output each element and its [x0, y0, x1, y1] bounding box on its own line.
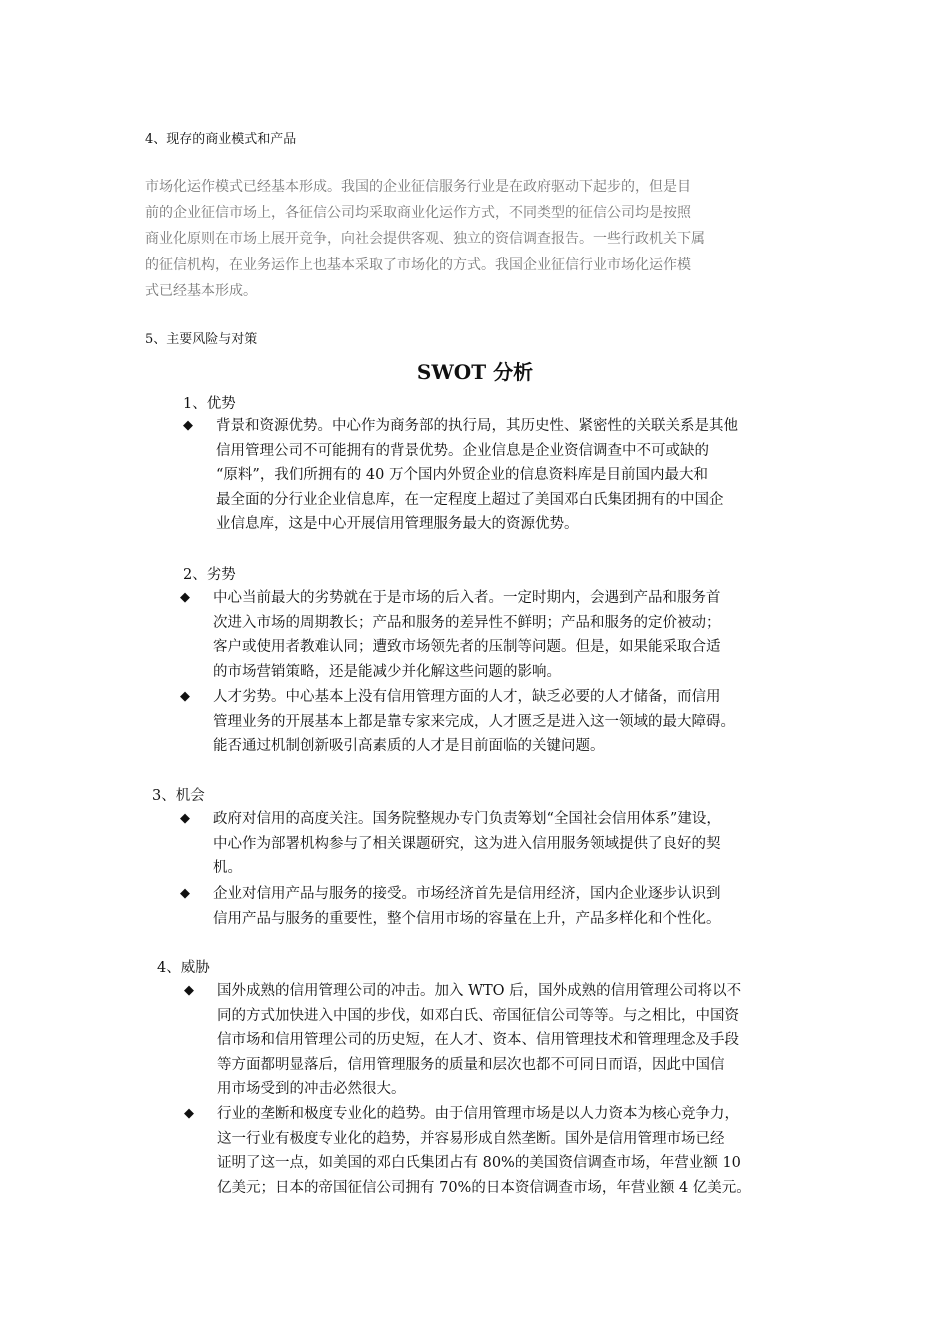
item-line: 国外成熟的信用管理公司的冲击。加入 WTO 后，国外成熟的信用管理公司将以不 [217, 983, 742, 999]
item-line: 亿美元；日本的帝国征信公司拥有 70%的日本资信调查市场，年营业额 4 亿美元。 [217, 1179, 751, 1196]
diamond-bullet-icon: ◆ [180, 590, 190, 605]
section-4-heading: 4、现存的商业模式和产品 [145, 132, 297, 147]
item-line: 行业的垄断和极度专业化的趋势。由于信用管理市场是以人力资本为核心竞争力， [217, 1106, 739, 1122]
item-line: 信市场和信用管理公司的历史短，在人才、资本、信用管理技术和管理理念及手段 [217, 1032, 739, 1048]
diamond-bullet-icon: ◆ [180, 689, 190, 704]
paragraph-line: 前的企业征信市场上，各征信公司均采取商业化运作方式，不同类型的征信公司均是按照 [145, 205, 691, 221]
item-line: 能否通过机制创新吸引高素质的人才是目前面临的关键问题。 [213, 738, 605, 754]
item-line: 这一行业有极度专业化的趋势，并容易形成自然垄断。国外是信用管理市场已经 [217, 1130, 725, 1147]
item-line: 业信息库，这是中心开展信用管理服务最大的资源优势。 [216, 516, 579, 532]
item-line: “原料”，我们所拥有的 40 万个国内外贸企业的信息资料库是目前国内最大和 [216, 467, 708, 483]
diamond-bullet-icon: ◆ [183, 418, 193, 433]
diamond-bullet-icon: ◆ [180, 811, 190, 826]
item-line: 次进入市场的周期教长；产品和服务的差异性不鲜明；产品和服务的定价被动； [213, 614, 721, 631]
item-line: 信用管理公司不可能拥有的背景优势。企业信息是企业资信调查中不可或缺的 [216, 442, 709, 459]
item-line: 中心当前最大的劣势就在于是市场的后入者。一定时期内，会遇到产品和服务首 [213, 590, 721, 606]
item-line: 政府对信用的高度关注。国务院整规办专门负责筹划“全国社会信用体系”建设， [213, 811, 721, 827]
paragraph-line: 市场化运作模式已经基本形成。我国的企业征信服务行业是在政府驱动下起步的，但是目 [145, 179, 691, 195]
item-line: 证明了这一点，如美国的邓白氏集团占有 80%的美国资信调查市场，年营业额 10 [217, 1155, 741, 1171]
diamond-bullet-icon: ◆ [184, 1106, 194, 1121]
section-5-heading: 5、主要风险与对策 [145, 332, 258, 347]
item-line: 中心作为部署机构参与了相关课题研究，这为进入信用服务领域提供了良好的契 [213, 835, 721, 852]
item-line: 信用产品与服务的重要性，整个信用市场的容量在上升，产品多样化和个性化。 [213, 910, 721, 927]
diamond-bullet-icon: ◆ [184, 983, 194, 998]
item-line: 企业对信用产品与服务的接受。市场经济首先是信用经济，国内企业逐步认识到 [213, 886, 721, 902]
item-line: 的市场营销策略，还是能减少并化解这些问题的影响。 [213, 663, 561, 680]
strengths-heading: 1、优势 [183, 396, 236, 412]
paragraph-line: 的征信机构，在业务运作上也基本采取了市场化的方式。我国企业征信行业市场化运作模 [145, 257, 691, 273]
threats-heading: 4、威胁 [157, 960, 210, 976]
paragraph-line: 商业化原则在市场上展开竞争，向社会提供客观、独立的资信调查报告。一些行政机关下属 [145, 231, 705, 247]
swot-title: SWOT 分析 [416, 360, 534, 384]
item-line: 管理业务的开展基本上都是靠专家来完成，人才匮乏是进入这一领域的最大障碍。 [213, 713, 735, 730]
item-line: 最全面的分行业企业信息库，在一定程度上超过了美国邓白氏集团拥有的中国企 [216, 491, 724, 508]
item-line: 用市场受到的冲击必然很大。 [217, 1081, 406, 1097]
section-4-paragraph [145, 174, 705, 304]
item-line: 同的方式加快进入中国的步伐，如邓白氏、帝国征信公司等等。与之相比，中国资 [217, 1007, 739, 1024]
item-line: 人才劣势。中心基本上没有信用管理方面的人才，缺乏必要的人才储备，而信用 [213, 689, 721, 705]
paragraph-line: 式已经基本形成。 [145, 283, 257, 299]
item-line: 等方面都明显落后，信用管理服务的质量和层次也都不可同日而语，因此中国信 [217, 1056, 725, 1073]
item-line: 客户或使用者教难认同；遭致市场领先者的压制等问题。但是，如果能采取合适 [213, 639, 721, 655]
weaknesses-heading: 2、劣势 [183, 567, 236, 583]
item-line: 机。 [213, 860, 242, 876]
opportunities-heading: 3、机会 [152, 788, 205, 804]
diamond-bullet-icon: ◆ [180, 886, 190, 901]
item-line: 背景和资源优势。中心作为商务部的执行局，其历史性、紧密性的关联关系是其他 [216, 418, 738, 434]
